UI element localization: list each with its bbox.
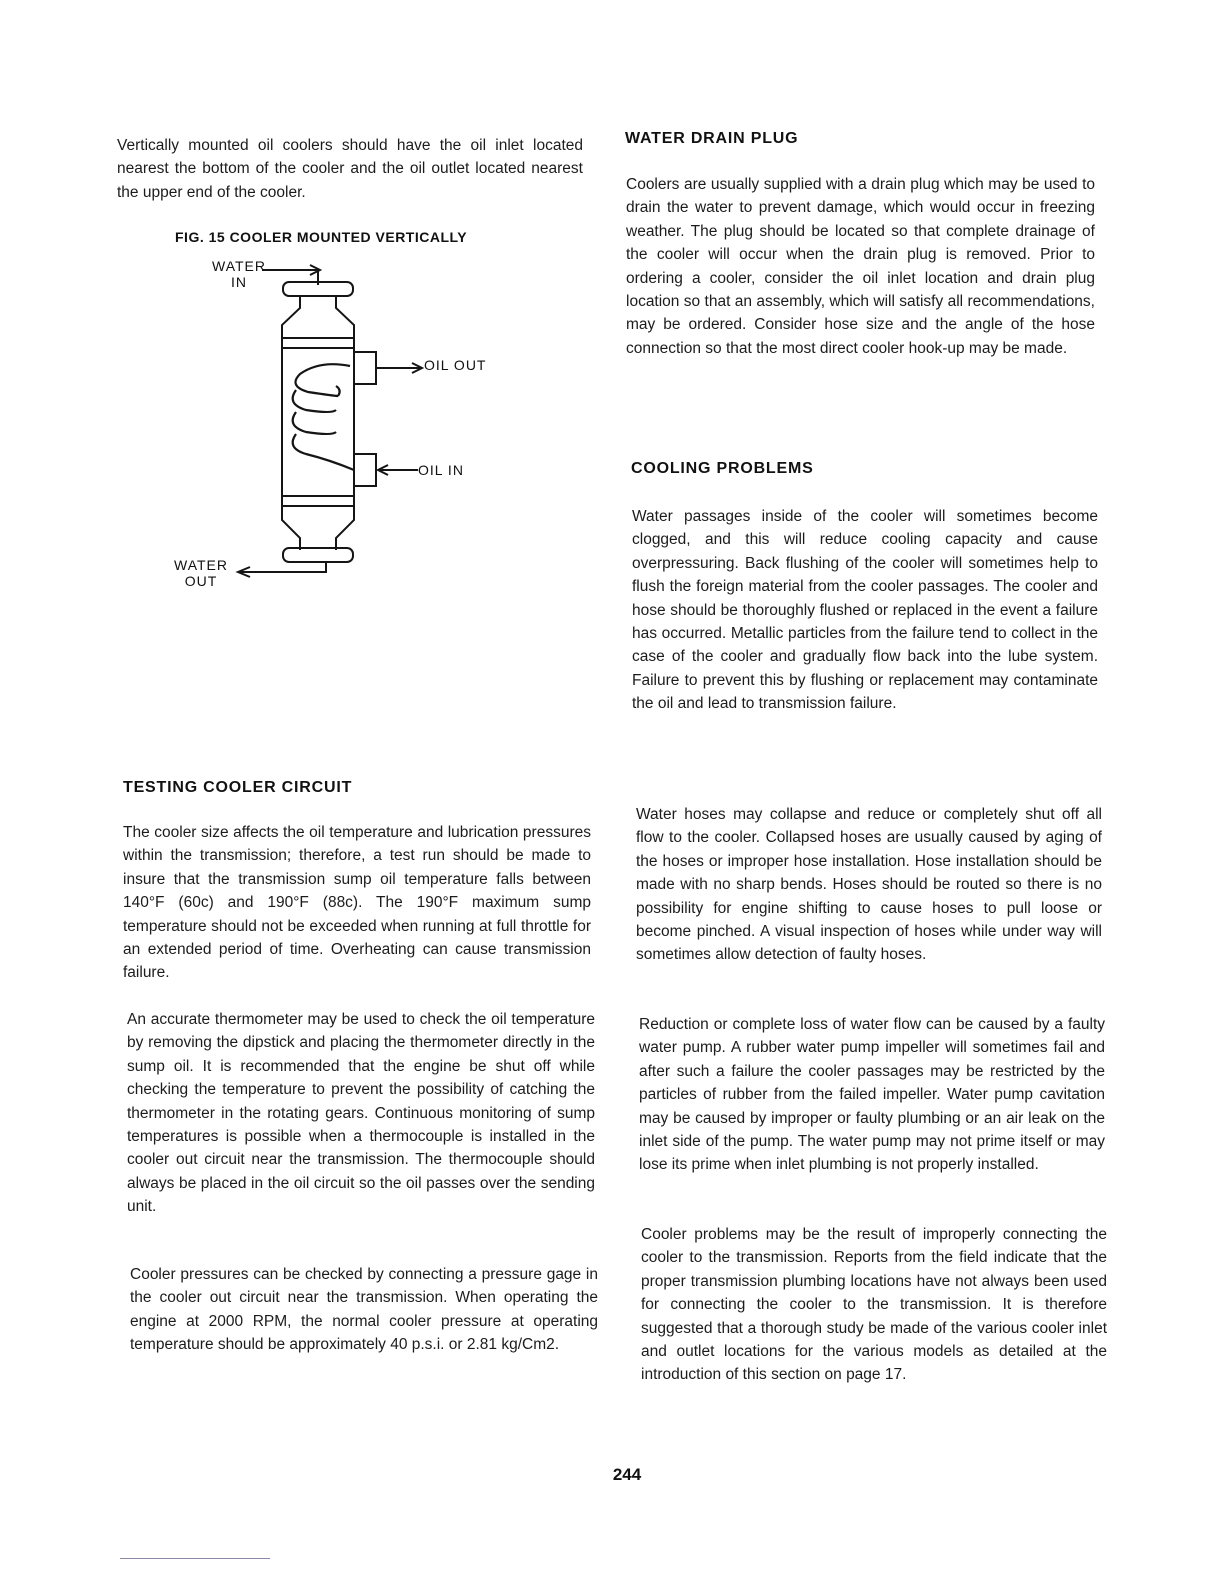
cooling-paragraph-4: Cooler problems may be the result of improperly connecting the cooler to the transmission. Reports from the field indicate that the proper transmission plumbing locations have not always been used for connecting the cooler to the transmission. It is therefore suggested that a thorough study be made of the various cooler inlet and outlet locations for the various models as detailed at the introduction of this section on page 17. — [641, 1226, 1107, 1384]
flow-coil — [293, 364, 354, 470]
top-neck-right — [336, 296, 354, 340]
cooling-paragraph-3: Reduction or complete loss of water flow can be caused by a faulty water pump. A rubber water pump impeller will sometimes fail and after such a failure the cooler passages may be restricted by the particles of rubber from the failed impeller. Water pump cavitation may be caused by improper or faulty plumbing or an air leak on the inlet side of the pump. The water pump may not prime itself or may lose its prime when inlet plumbing is not properly installed. — [639, 1016, 1105, 1174]
testing-paragraph-2: An accurate thermometer may be used to check the oil temperature by removing the dipstick and placing the thermometer directly in the sump oil. It is recommended that the engine be shut off while checking the temperature to prevent the possibility of catching the thermometer in the rotating gears. Continuous monitoring of sump temperatures is possible when a thermocouple is installed in the cooler out circuit near the transmission. The thermocouple should always be placed in the oil circuit so the oil passes over the sending unit. — [127, 1011, 595, 1216]
water-out-label-line1: WATER — [174, 557, 228, 573]
water-in-label-line1: WATER — [212, 258, 266, 274]
top-neck-left — [282, 296, 300, 340]
cooler-diagram — [160, 250, 540, 600]
cooling-paragraph-1: Water passages inside of the cooler will sometimes become clogged, and this will reduce cooling capacity and cause overpressuring. Back flushing of the cooler will sometimes help to flush the foreign material from the cooler passages. The cooler and hose should be thoroughly flushed or replaced in the event a failure has occurred. Metallic particles from the failure tend to collect in the case of the cooler and gradually flow back into the lube system. Failure to prevent this by flushing or replacement may contaminate the oil and lead to transmission failure. — [632, 508, 1098, 713]
oil-out-label: OIL OUT — [424, 357, 487, 373]
cooling-paragraph-2: Water hoses may collapse and reduce or completely shut off all flow to the cooler. Collapsed hoses are usually caused by aging of the hoses or improper hose installation. Hose installation should be made with no sharp bends. Hoses should be routed so there is no possibility for engine shifting to cause hoses to pull loose or become pinched. A visual inspection of hoses while under way will sometimes allow detection of faulty hoses. — [636, 806, 1102, 964]
bottom-end-cap — [283, 548, 353, 562]
testing-paragraph-1: The cooler size affects the oil temperature and lubrication pressures within the transmission; therefore, a test run should be made to insure that the transmission sump oil temperature falls between 140°F (60c) and 190°F (88c). The 190°F maximum sump temperature should not be exceeded when running at full throttle for an extended period of time. Overheating can cause transmission failure. — [123, 824, 591, 982]
water-in-label — [208, 258, 270, 290]
bottom-neck-left — [282, 506, 300, 550]
bottom-neck-right — [336, 506, 354, 550]
bottom-rule — [120, 1558, 270, 1559]
oil-out-port — [354, 352, 376, 384]
water-out-label-line2: OUT — [184, 573, 218, 589]
oil-in-label: OIL IN — [418, 462, 464, 478]
oil-in-port — [354, 454, 376, 486]
drain-paragraph: Coolers are usually supplied with a drain plug which may be used to drain the water to prevent damage, which would occur in freezing weather. The plug should be located so that complete drainage of the cooler will occur when the drain plug is removed. Prior to ordering a cooler, consider the oil inlet location and drain plug location so that an assembly, which will satisfy all recommendations, may be ordered. Consider hose size and the angle of the hose connection so that the most direct cooler hook-up may be made. — [626, 176, 1095, 357]
cooler-diagram-svg — [160, 250, 540, 600]
page-number: 244 — [612, 1465, 642, 1484]
testing-cooler-circuit-heading: TESTING COOLER CIRCUIT — [123, 779, 353, 796]
intro-paragraph: Vertically mounted oil coolers should have the oil inlet located nearest the bottom of the cooler and the oil outlet located nearest the upper end of the cooler. — [117, 137, 583, 201]
cooling-problems-heading: COOLING PROBLEMS — [631, 460, 814, 477]
figure-caption: FIG. 15 COOLER MOUNTED VERTICALLY — [175, 229, 468, 245]
water-drain-plug-heading: WATER DRAIN PLUG — [625, 130, 799, 147]
water-out-label — [170, 557, 232, 589]
water-in-label-line2: IN — [231, 274, 247, 290]
water-out-line — [240, 562, 326, 572]
testing-paragraph-3: Cooler pressures can be checked by connecting a pressure gage in the cooler out circuit near the transmission. When operating the engine at 2000 RPM, the normal cooler pressure at operating temperature should be approximately 40 p.s.i. or 2.81 kg/Cm2. — [130, 1266, 598, 1354]
